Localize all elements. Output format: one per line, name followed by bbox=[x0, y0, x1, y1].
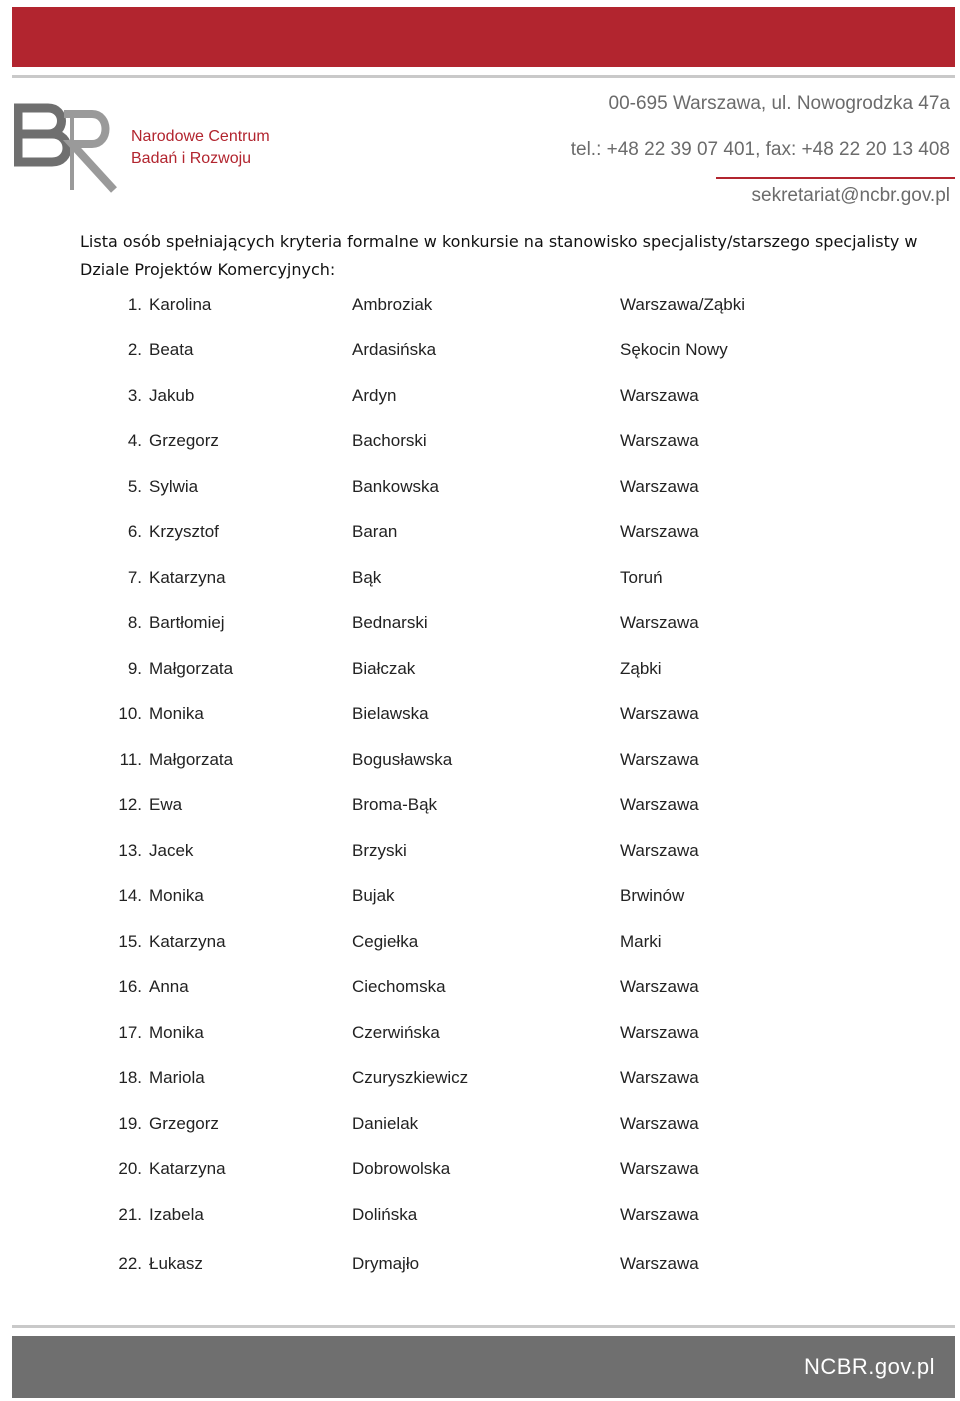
list-item-city: Warszawa bbox=[620, 1023, 699, 1042]
list-item bbox=[0, 613, 960, 643]
list-item-city: Brwinów bbox=[620, 886, 685, 905]
list-item-city: Warszawa bbox=[620, 477, 699, 496]
list-item-first-name: Grzegorz bbox=[149, 1114, 219, 1133]
list-item-first-name: Grzegorz bbox=[149, 431, 219, 450]
list-item-first-name: Beata bbox=[149, 340, 194, 359]
list-item-number: 20. bbox=[118, 1159, 142, 1178]
list-item-number: 6. bbox=[127, 522, 142, 541]
list-item bbox=[0, 340, 960, 370]
list-item bbox=[0, 977, 960, 1007]
list-item-city: Warszawa bbox=[620, 1159, 699, 1178]
list-item bbox=[0, 1023, 960, 1053]
list-item-last-name: Ardyn bbox=[352, 386, 397, 405]
list-item-number: 2. bbox=[127, 340, 142, 359]
list-item-last-name: Cegiełka bbox=[352, 932, 419, 951]
list-item-number: 10. bbox=[118, 704, 142, 723]
list-item-first-name: Karolina bbox=[149, 295, 212, 314]
list-item-last-name: Brzyski bbox=[352, 841, 407, 860]
list-item bbox=[0, 1068, 960, 1098]
list-item-city: Sękocin Nowy bbox=[620, 340, 728, 359]
list-item-last-name: Czerwińska bbox=[352, 1023, 440, 1042]
list-item-last-name: Broma-Bąk bbox=[352, 795, 438, 814]
list-item-number: 1. bbox=[127, 295, 142, 314]
list-item-number: 5. bbox=[127, 477, 142, 496]
list-item-last-name: Baran bbox=[352, 522, 398, 541]
list-item-first-name: Małgorzata bbox=[149, 750, 234, 769]
br-monogram-icon bbox=[14, 100, 134, 195]
list-item-number: 13. bbox=[118, 841, 142, 860]
list-item-city: Warszawa bbox=[620, 1205, 699, 1224]
logo-line-1: Narodowe Centrum bbox=[131, 128, 270, 145]
list-item-city: Warszawa bbox=[620, 841, 699, 860]
list-item bbox=[0, 795, 960, 825]
contact-phone: tel.: +48 22 39 07 401, fax: +48 22 20 13 408 bbox=[570, 139, 950, 160]
list-item-last-name: Ambroziak bbox=[352, 295, 433, 314]
list-item-city: Warszawa bbox=[620, 613, 699, 632]
list-item-city: Warszawa bbox=[620, 431, 699, 450]
list-item-first-name: Monika bbox=[149, 1023, 204, 1042]
list-item bbox=[0, 568, 960, 598]
list-item-number: 11. bbox=[119, 750, 142, 769]
list-item bbox=[0, 431, 960, 461]
list-item-first-name: Katarzyna bbox=[149, 568, 226, 587]
list-item-first-name: Jakub bbox=[149, 386, 195, 405]
list-item-first-name: Ewa bbox=[149, 795, 183, 814]
list-item-city: Warszawa bbox=[620, 704, 699, 723]
list-item-last-name: Bachorski bbox=[352, 431, 427, 450]
list-item bbox=[0, 295, 960, 325]
list-item-first-name: Monika bbox=[149, 886, 204, 905]
list-item-first-name: Izabela bbox=[149, 1205, 204, 1224]
list-item-city: Warszawa/Ząbki bbox=[620, 295, 746, 314]
list-item-first-name: Katarzyna bbox=[149, 932, 226, 951]
list-item-number: 14. bbox=[118, 886, 142, 905]
list-item-last-name: Ciechomska bbox=[352, 977, 446, 996]
list-item-number: 7. bbox=[127, 568, 142, 587]
list-item bbox=[0, 522, 960, 552]
list-item-last-name: Ardasińska bbox=[352, 340, 437, 359]
list-item-city: Marki bbox=[620, 932, 662, 951]
list-item-city: Warszawa bbox=[620, 386, 699, 405]
list-item-number: 4. bbox=[127, 431, 142, 450]
contact-divider bbox=[716, 177, 955, 179]
list-item bbox=[0, 932, 960, 962]
list-item-first-name: Mariola bbox=[149, 1068, 205, 1087]
list-item-last-name: Białczak bbox=[352, 659, 416, 678]
list-item-first-name: Anna bbox=[149, 977, 189, 996]
intro-paragraph: Lista osób spełniających kryteria formalne w konkursie na stanowisko specjalisty/starszego specjalisty w Dziale Projektów Komercyjnych: bbox=[80, 232, 918, 279]
footer-rule bbox=[12, 1325, 955, 1328]
list-item-city: Warszawa bbox=[620, 1254, 699, 1273]
list-item-city: Warszawa bbox=[620, 1068, 699, 1087]
list-item-last-name: Bankowska bbox=[352, 477, 439, 496]
list-item bbox=[0, 886, 960, 916]
header-rule bbox=[12, 75, 955, 78]
list-item-first-name: Łukasz bbox=[149, 1254, 203, 1273]
list-item-last-name: Dolińska bbox=[352, 1205, 418, 1224]
list-item-city: Warszawa bbox=[620, 1114, 699, 1133]
list-item-first-name: Katarzyna bbox=[149, 1159, 226, 1178]
list-item-city: Warszawa bbox=[620, 795, 699, 814]
list-item-first-name: Bartłomiej bbox=[149, 613, 225, 632]
list-item-city: Warszawa bbox=[620, 977, 699, 996]
list-item-last-name: Bielawska bbox=[352, 704, 429, 723]
list-item bbox=[0, 1205, 960, 1235]
list-item-last-name: Czuryszkiewicz bbox=[352, 1068, 469, 1087]
contact-address: 00-695 Warszawa, ul. Nowogrodzka 47a bbox=[608, 93, 950, 114]
list-item-last-name: Bąk bbox=[352, 568, 382, 587]
ncbr-logo bbox=[14, 100, 274, 195]
list-item bbox=[0, 659, 960, 689]
list-item bbox=[0, 1254, 960, 1284]
list-item-number: 22. bbox=[118, 1254, 142, 1273]
header-band bbox=[12, 7, 955, 67]
list-item-city: Ząbki bbox=[620, 659, 662, 678]
list-item-number: 19. bbox=[118, 1114, 142, 1133]
list-item-number: 18. bbox=[118, 1068, 142, 1087]
list-item-last-name: Dobrowolska bbox=[352, 1159, 451, 1178]
list-item bbox=[0, 1114, 960, 1144]
list-item-number: 3. bbox=[127, 386, 142, 405]
list-item bbox=[0, 750, 960, 780]
list-item bbox=[0, 477, 960, 507]
list-item-city: Warszawa bbox=[620, 522, 699, 541]
list-item-last-name: Drymajło bbox=[352, 1254, 420, 1273]
list-item-last-name: Bednarski bbox=[352, 613, 428, 632]
list-item bbox=[0, 1159, 960, 1189]
list-item-last-name: Bogusławska bbox=[352, 750, 453, 769]
contact-email[interactable]: sekretariat@ncbr.gov.pl bbox=[751, 185, 950, 206]
list-item-number: 15. bbox=[118, 932, 142, 951]
list-item-number: 9. bbox=[127, 659, 142, 678]
footer-band bbox=[12, 1336, 955, 1398]
footer-website[interactable]: NCBR.gov.pl bbox=[803, 1354, 935, 1379]
list-item-first-name: Małgorzata bbox=[149, 659, 234, 678]
list-item-last-name: Bujak bbox=[352, 886, 395, 905]
list-item-number: 17. bbox=[118, 1023, 142, 1042]
list-item-first-name: Sylwia bbox=[149, 477, 199, 496]
list-item bbox=[0, 386, 960, 416]
list-item-number: 16. bbox=[118, 977, 142, 996]
list-item-first-name: Jacek bbox=[149, 841, 194, 860]
list-item-last-name: Danielak bbox=[352, 1114, 419, 1133]
list-item-number: 8. bbox=[127, 613, 142, 632]
list-item bbox=[0, 704, 960, 734]
list-item-city: Toruń bbox=[620, 568, 663, 587]
list-item-number: 21. bbox=[118, 1205, 142, 1224]
list-item bbox=[0, 841, 960, 871]
list-item-city: Warszawa bbox=[620, 750, 699, 769]
list-item-first-name: Monika bbox=[149, 704, 204, 723]
list-item-number: 12. bbox=[118, 795, 142, 814]
logo-line-2: Badań i Rozwoju bbox=[131, 150, 252, 167]
list-item-first-name: Krzysztof bbox=[149, 522, 219, 541]
